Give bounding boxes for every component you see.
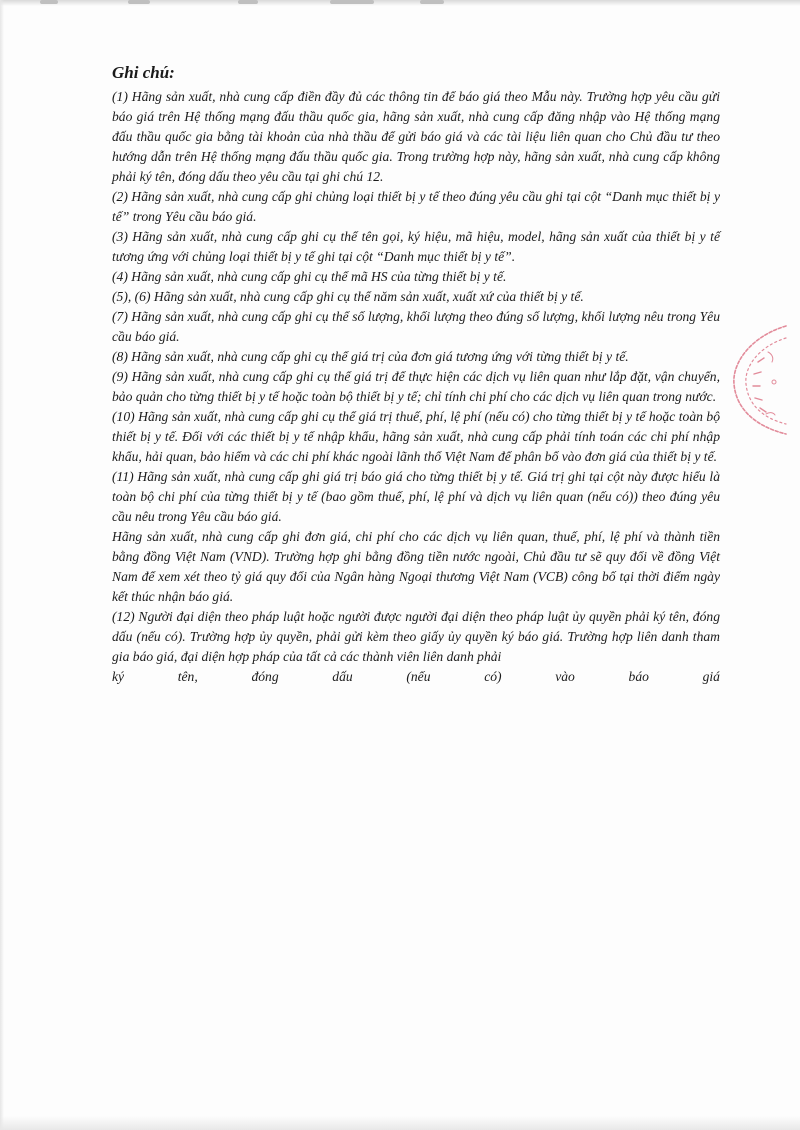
scan-shadow-top [0,0,800,6]
last-line-word: tên, [177,669,198,684]
last-line-word: vào [555,669,575,684]
last-line-word: có) [484,669,502,684]
scan-artifact [420,0,444,4]
note-3: (3) Hãng sản xuất, nhà cung cấp ghi cụ thể tên gọi, ký hiệu, mã hiệu, model, hãng sản xuất của thiết bị y tế tương ứng với chủng loại thiết bị y tế ghi tại cột “Danh mục thiết bị y tế”. [112,229,720,264]
last-line-word: đóng [251,669,279,684]
note-1: (1) Hãng sản xuất, nhà cung cấp điền đầy đủ các thông tin để báo giá theo Mẫu này. Trường hợp yêu cầu gửi báo giá trên Hệ thống mạng đấu thầu quốc gia, hãng sản xuất, nhà cung cấp đăng nhập vào Hệ thống mạng đấu thầu quốc gia bằng tài khoản của nhà thầu để gửi báo giá và các tài liệu liên quan cho Chủ đầu tư theo hướng dẫn trên Hệ thống mạng đấu thầu quốc gia. Trong trường hợp này, hãng sản xuất, nhà cung cấp không phải ký tên, đóng dấu theo yêu cầu tại ghi chú 12. [112,89,720,184]
note-2: (2) Hãng sản xuất, nhà cung cấp ghi chủng loại thiết bị y tế theo đúng yêu cầu ghi tại cột “Danh mục thiết bị y tế” trong Yêu cầu báo giá. [112,189,720,224]
last-line-word: báo [628,669,649,684]
note-11: (11) Hãng sản xuất, nhà cung cấp ghi giá trị báo giá cho từng thiết bị y tế. Giá trị ghi tại cột này được hiểu là toàn bộ chi phí của từng thiết bị y tế (bao gồm thuế, phí, lệ phí và dịch vụ liên quan (nếu có)) theo đúng yêu cầu nêu trong Yêu cầu báo giá. [112,469,720,524]
scan-artifact [40,0,58,4]
note-5-6: (5), (6) Hãng sản xuất, nhà cung cấp ghi cụ thể năm sản xuất, xuất xứ của thiết bị y tế. [112,289,584,304]
partial-seal-stamp [728,322,788,438]
scan-artifact [238,0,258,4]
note-11-currency: Hãng sản xuất, nhà cung cấp ghi đơn giá, chi phí cho các dịch vụ liên quan, thuế, phí, lệ phí và thành tiền bằng đồng Việt Nam (VND). Trường hợp ghi bằng đồng tiền nước ngoài, Chủ đầu tư sẽ quy đổi về đồng Việt Nam để xem xét theo tỷ giá quy đổi của Ngân hàng Ngoại thương Việt Nam (VCB) công bố tại thời điểm ngày kết thúc nhận báo giá. [112,529,720,604]
note-12: (12) Người đại diện theo pháp luật hoặc người được người đại diện theo pháp luật ủy quyền phải ký tên, đóng dấu (nếu có). Trường hợp ủy quyền, phải gửi kèm theo giấy ủy quyền ký báo giá. Trường hợp liên danh tham gia báo giá, đại diện hợp pháp của tất cả các thành viên liên danh phải [112,609,720,664]
notes-heading: Ghi chú: [112,63,175,82]
note-10: (10) Hãng sản xuất, nhà cung cấp ghi cụ thể giá trị thuế, phí, lệ phí (nếu có) cho từng thiết bị y tế hoặc toàn bộ thiết bị y tế. Đối với các thiết bị y tế nhập khẩu, hãng sản xuất, nhà cung cấp phải tính toán các chi phí nhập khẩu, hải quan, bảo hiểm và các chi phí khác ngoài lãnh thổ Việt Nam để phân bổ vào đơn giá của thiết bị y tế. [112,409,720,464]
note-7: (7) Hãng sản xuất, nhà cung cấp ghi cụ thể số lượng, khối lượng theo đúng số lượng, khối lượng nêu trong Yêu cầu báo giá. [112,309,720,344]
last-line-word: giá [702,669,720,684]
note-4: (4) Hãng sản xuất, nhà cung cấp ghi cụ thể mã HS của từng thiết bị y tế. [112,269,507,284]
last-line-word: (nếu [406,669,431,684]
notes-section [112,62,720,687]
scan-shadow-left [0,0,4,1130]
scan-artifact [330,0,374,4]
last-line-word: ký [112,669,125,684]
note-12-last-line [112,667,720,687]
scan-shadow-bottom [0,1116,800,1130]
note-9: (9) Hãng sản xuất, nhà cung cấp ghi cụ thể giá trị để thực hiện các dịch vụ liên quan như lắp đặt, vận chuyển, bảo quản cho từng thiết bị y tế hoặc toàn bộ thiết bị y tế; chỉ tính chi phí cho các dịch vụ liên quan trong nước. [112,369,720,404]
last-line-word: dấu [332,669,353,684]
scan-artifact [128,0,150,4]
note-8: (8) Hãng sản xuất, nhà cung cấp ghi cụ thể giá trị của đơn giá tương ứng với từng thiết bị y tế. [112,349,629,364]
